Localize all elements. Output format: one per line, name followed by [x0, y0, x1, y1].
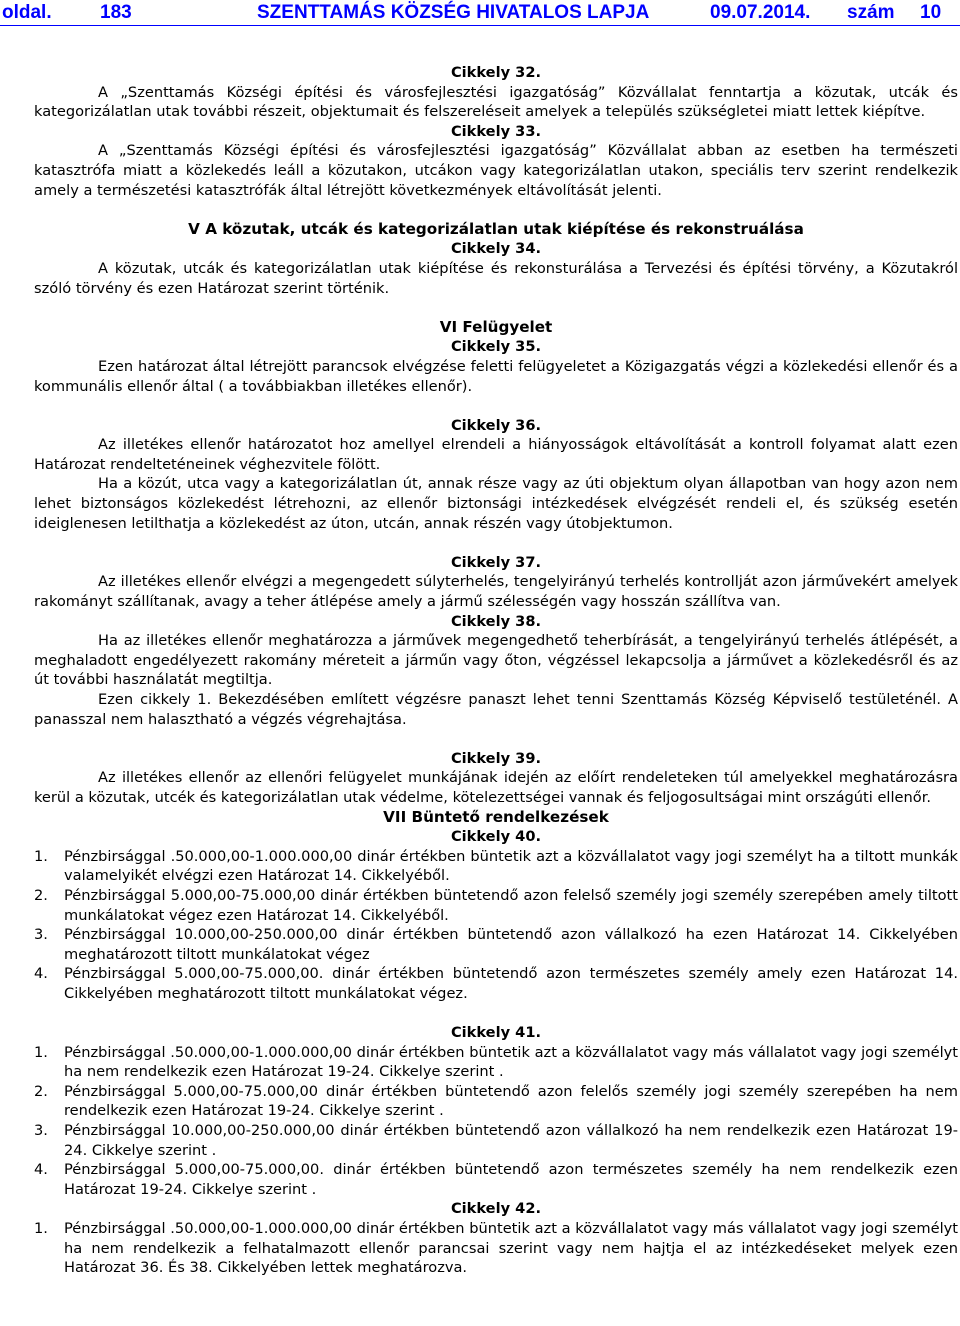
- section-7-heading: VII Büntető rendelkezések: [383, 807, 609, 826]
- list-item: 4. Pénzbirsággal 5.000,00-75.000,00. dinár értékben büntetendő azon természetes személy ha nem rendelkezik ezen Határozat 19-24. Cikkelye szerint .: [34, 1161, 958, 1198]
- list-item: 1. Pénzbirsággal .50.000,00-1.000.000,00 dinár értékben büntetik azt a közvállalatot vagy más vállalatot vagy jogi személyt ha nem rendelkezik a felhatalmazott ellenőr parancsai szerint vagy nem hajtja el az intézkedéseket melyek ezen Határozat 36. És 38. Cikkelyében lettek meghatározva.: [34, 1220, 958, 1277]
- list-item: 3. Pénzbirsággal 10.000,00-250.000,00 dinár értékben büntetendő azon vállalkozó ha nem rendelkezik ezen Határozat 19-24. Cikkelye szerint .: [34, 1122, 958, 1159]
- article-42-list: [34, 1219, 958, 1278]
- article-38-title: Cikkely 38.: [450, 612, 542, 630]
- article-32-text: A „Szenttamás Községi építési és városfejlesztési igazgatóság” Közvállalat fenntartja a közutak, utcák és kategorizálatlan utak további részeit, objektumait és felszereléseit amelyek a település szükségletei miatt lettek kiépítve.: [34, 83, 958, 121]
- page-number: 183: [100, 2, 132, 23]
- document-body: [34, 63, 958, 1278]
- article-32-title: Cikkely 32.: [450, 64, 542, 81]
- article-36-title: Cikkely 36.: [450, 416, 542, 434]
- section-5-heading: V A közutak, utcák és kategorizálatlan utak kiépítése és rekonstruálása: [188, 219, 804, 238]
- article-36-paragraph-1: Az illetékes ellenőr határozatot hoz amellyel elrendeli a hiányosságok eltávolítását a kontroll folyamat alatt ezen Határozat rendelteténeinek véghezvitele fölött.: [34, 436, 958, 473]
- article-40-list: [34, 847, 958, 1004]
- list-item: 2. Pénzbirsággal 5.000,00-75.000,00 dinár értékben büntetendő azon felelős személy jogi személy szerepében ha nem rendelkezik ezen Határozat 19-24. Cikkelye szerint .: [34, 1082, 958, 1120]
- article-42-title: Cikkely 42.: [450, 1200, 542, 1218]
- article-33-title: Cikkely 33.: [450, 122, 542, 140]
- section-6-heading: VI Felügyelet: [439, 317, 553, 336]
- article-39-text: Az illetékes ellenőr az ellenőri felügyelet munkájának idején az előírt rendeleteken túl amelyekkel meghatározásra kerül a közutak, utcék és kategorizálatlan utak védelme, kötelezettségei vannak és feljogosultságai mint országúti ellenőr.: [34, 769, 958, 806]
- page-label: oldal.: [2, 2, 52, 23]
- list-item: 2. Pénzbirsággal 5.000,00-75.000,00 dinár értékben büntetendő azon felelső személy jogi személy szerepében amely tiltott munkálatokat végez ezen Határozat 14. Cikkelyéből.: [34, 886, 958, 924]
- list-item: 1. Pénzbirsággal .50.000,00-1.000.000,00 dinár értékben büntetik azt a közvállalatot vagy jogi személyt ha a tiltott munkák valamelyikét elvégzi ezen Határozat 14. Cikkelyéből.: [34, 847, 958, 885]
- article-36-paragraph-2: Ha a közút, utca vagy a kategorizálatlan út, annak része vagy az úti objektum olyan állapotban van hogy azon nem lehet biztonságos közlekedést létrehozni, az ellenőr biztonsági intézkedések elvégzését rendeli el, és szükség esetén ideiglenesen letilthatja a közlekedést az úton, utcán, annak részén vagy útobjektumon.: [34, 475, 958, 532]
- article-41-list: [34, 1043, 958, 1200]
- article-37-text: Az illetékes ellenőr elvégzi a megengedett súlyterhelés, tengelyirányú terhelés kontrollját azon járművekért amelyek rakományt szállítanak, avagy a teher átlépése amely a jármű szélességén vagy hosszán szállítva van.: [34, 573, 958, 611]
- list-item: 3. Pénzbirsággal 10.000,00-250.000,00 dinár értékben büntetendő azon vállalkozó ha ezen Határozat 14. Cikkelyében meghatározott tiltott munkálatokat végez: [34, 926, 958, 963]
- article-38-paragraph-2: Ezen cikkely 1. Bekezdésében említett végzésre panaszt lehet tenni Szenttamás Község Képviselő testületénél. A panasszal nem halasztható a végzés végrehajtása.: [34, 691, 958, 728]
- publication-title: SZENTTAMÁS KÖZSÉG HIVATALOS LAPJA: [257, 2, 650, 23]
- list-item: 4. Pénzbirsággal 5.000,00-75.000,00. dinár értékben büntetendő azon természetes személy amely ezen Határozat 14. Cikkelyében meghatározott tiltott munkálatokat végez.: [34, 965, 958, 1002]
- article-33-text: A „Szenttamás Községi építési és városfejlesztési igazgatóság” Közvállalat abban az esetben ha természeti katasztrófa miatt a közlekedés leáll a közutakon, utcákon vagy kategorizálatlan utakon, speciális terv szerint rendelkezik amely a természetési katasztrófák által létrejött következmények eltávolítását jelenti.: [34, 142, 958, 199]
- issue-label: szám: [847, 2, 895, 23]
- article-35-text: Ezen határozat által létrejött parancsok elvégzése feletti felügyeletet a Közigazgatás végzi a közlekedési ellenőr és a kommunális ellenőr által ( a továbbiakban illetékes ellenőr).: [34, 357, 958, 395]
- article-40-title: Cikkely 40.: [450, 828, 542, 846]
- article-34-text: A közutak, utcák és kategorizálatlan utak kiépítése és rekonsturálása a Tervezési és építési törvény, a Közutakról szóló törvény és ezen Határozat szerint történik.: [34, 259, 958, 297]
- issue-date: 09.07.2014.: [710, 2, 811, 23]
- header-rule: [0, 25, 960, 26]
- article-39-title: Cikkely 39.: [450, 749, 542, 767]
- list-item: 1. Pénzbirsággal .50.000,00-1.000.000,00 dinár értékben büntetik azt a közvállalatot vagy más vállalatot vagy jogi személyt ha nem rendelkezik ezen Határozat 19-24. Cikkelye szerint .: [34, 1043, 958, 1081]
- article-41-title: Cikkely 41.: [450, 1024, 542, 1042]
- article-37-title: Cikkely 37.: [450, 553, 542, 571]
- issue-number: 10: [920, 2, 942, 23]
- article-35-title: Cikkely 35.: [450, 338, 542, 356]
- article-34-title: Cikkely 34.: [450, 240, 542, 258]
- page-header: [0, 3, 960, 25]
- article-38-paragraph-1: Ha az illetékes ellenőr meghatározza a járművek megengedhető teherbírását, a tengelyirányú terhelés átlépését, a meghaladott engedélyezett rakomány méreteit a járműn vagy őton, végzéssel lekapcsolja a járművet a közlekedésről és az út további használatát megtiltja.: [34, 632, 958, 689]
